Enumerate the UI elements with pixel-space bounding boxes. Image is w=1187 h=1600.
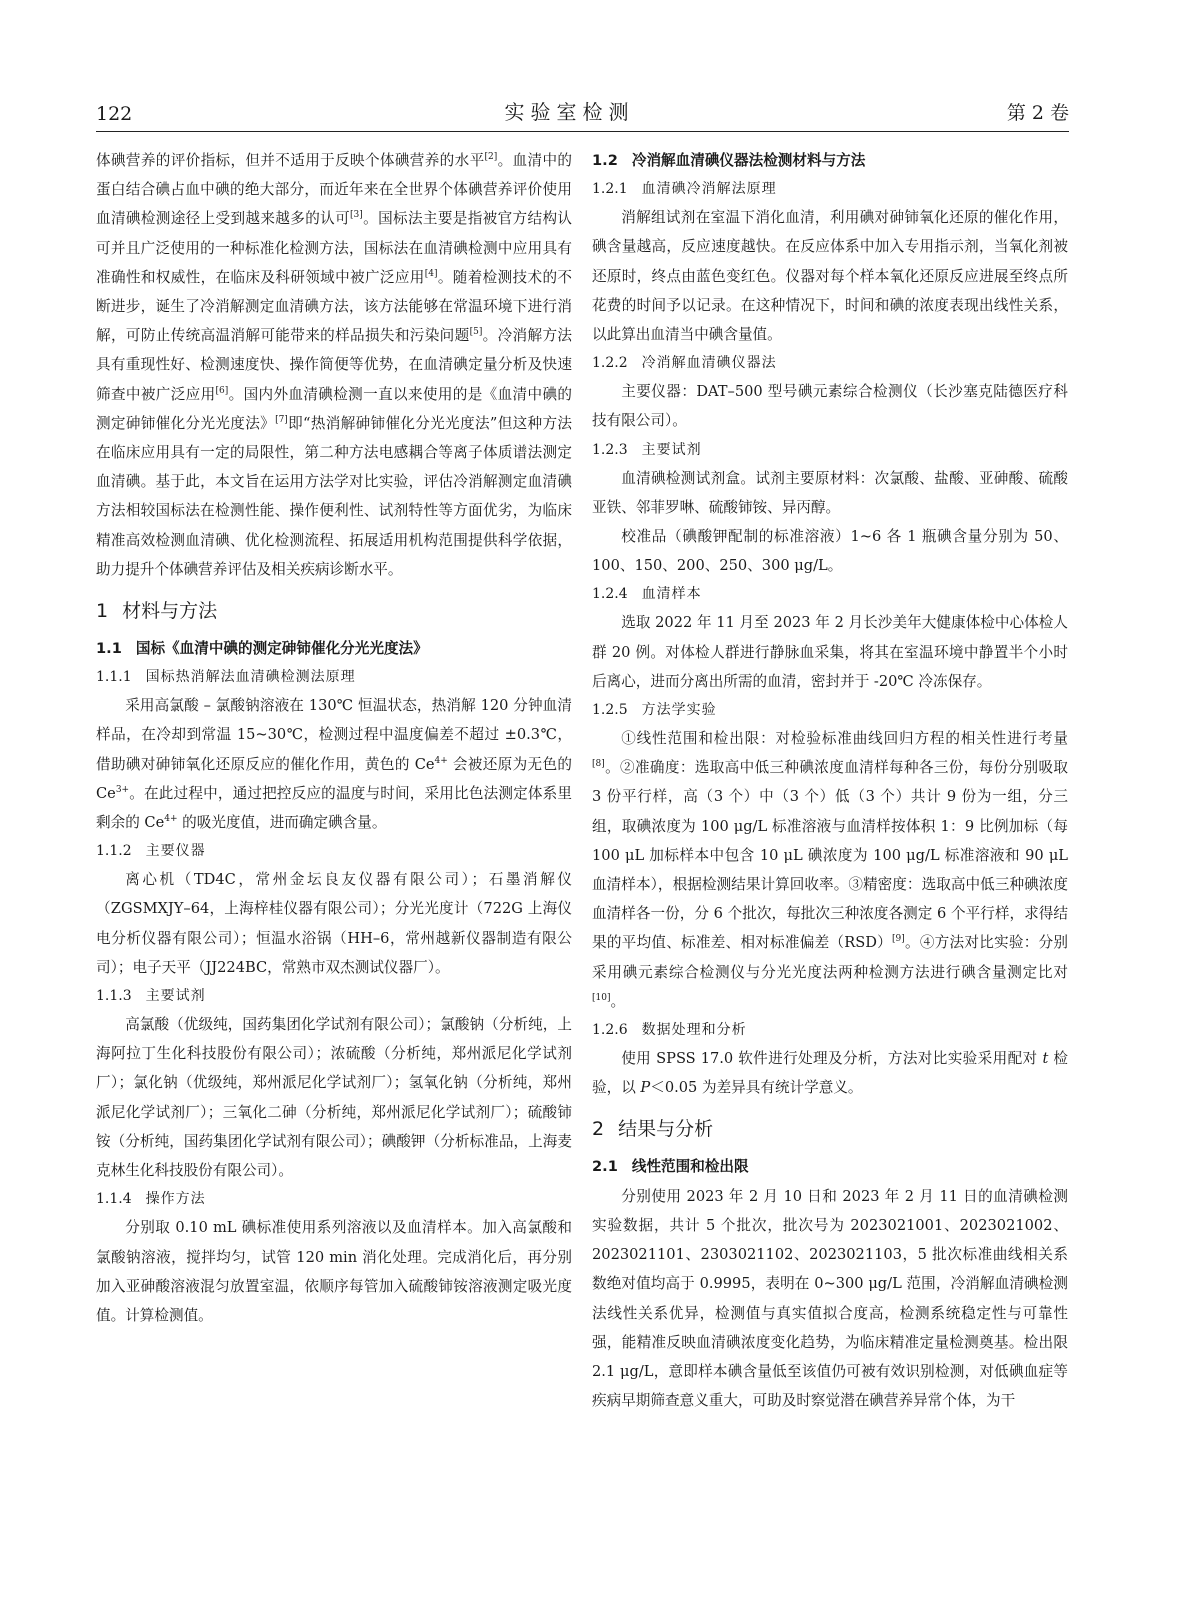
intro-paragraph: 体碘营养的评价指标，但并不适用于反映个体碘营养的水平[2]。血清中的蛋白结合碘占血中碘的绝大部分，而近年来在全世界个体碘营养评价使用血清碘检测途径上受到越来越多的认可[3]。国标法主要是指被官方结构认可并且广泛使用的一种标准化检测方法，国标法在血清碘检测中应用具有准确性和权威性，在临床及科研领域中被广泛应用[4]。随着检测技术的不断进步，诞生了冷消解测定血清碘方法，该方法能够在常温环境下进行消解，可防止传统高温消解可能带来的样品损失和污染问题[5]。冷消解方法具有重现性好、检测速度快、操作简便等优势，在血清碘定量分析及快速筛查中被广泛应用[6]。国内外血清碘检测一直以来使用的是《血清中碘的测定砷铈催化分光光度法》[7]即“热消解砷铈催化分光光度法”但这种方法在临床应用具有一定的局限性，第二种方法电感耦合等离子体质谱法测定血清碘。基于此，本文旨在运用方法学对比实验，评估冷消解测定血清碘方法相较国标法在检测性能、操作便利性、试剂特性等方面优劣，为临床精准高效检测血清碘、优化检测流程、拓展适用机构范围提供科学依据，助力提升个体碘营养评估及相关疾病诊断水平。 <box>96 152 572 578</box>
principle-paragraph: 采用高氯酸 – 氯酸钠溶液在 130℃ 恒温状态，热消解 120 分钟血清样品，在冷却到常温 15~30℃，检测过程中温度偏差不超过 ±0.3℃，借助碘对砷铈氧化还原反应的催化作用，黄色的 $Ce^{4+}$ 会被还原为无色的 $Ce^{3+}$。在此过程中，通过把控反应的温度与时间，采用比色法测定体系里剩余的 $Ce^{4+}$ 的吸光度值，进而确定碘含量。 <box>96 697 572 832</box>
section-heading-1-2-2: 1.2.2 冷消解血清碘仪器法 <box>592 355 777 372</box>
statistics-paragraph: 使用 SPSS 17.0 软件进行处理及分析，方法对比实验采用配对 t 检验，以 P＜0.05 为差异具有统计学意义。 <box>592 1050 1069 1097</box>
section-heading-1-1: 1.1 国标《血清中碘的测定砷铈催化分光光度法》 <box>96 640 428 658</box>
section-heading-1-1-1: 1.1.1 国标热消解法血清碘检测法原理 <box>96 669 356 686</box>
volume-label: 第 2 卷 <box>1006 102 1069 124</box>
section-heading-1: 1 材料与方法 <box>96 600 218 623</box>
reagents-paragraph: 高氯酸（优级纯，国药集团化学试剂有限公司）；氯酸钠（分析纯，上海阿拉丁生化科技股份有限公司）；浓硫酸（分析纯，郑州派尼化学试剂厂）；氯化钠（优级纯，郑州派尼化学试剂厂）；氢氧化钠（分析纯，郑州派尼化学试剂厂）；三氧化二砷（分析纯，郑州派尼化学试剂厂）；硫酸铈铵（分析纯，国药集团化学试剂有限公司）；碘酸钾（分析标准品，上海麦克林生化科技股份有限公司）。 <box>96 1016 572 1180</box>
section-heading-2-1: 2.1 线性范围和检出限 <box>592 1158 749 1176</box>
section-heading-1-1-3: 1.1.3 主要试剂 <box>96 988 206 1005</box>
section-heading-1-1-2: 1.1.2 主要仪器 <box>96 843 206 860</box>
kit-paragraph: 血清碘检测试剂盒。试剂主要原材料：次氯酸、盐酸、亚砷酸、硫酸亚铁、邻菲罗啉、硫酸铈铵、异丙醇。 <box>592 469 1068 516</box>
section-heading-1-2-5: 1.2.5 方法学实验 <box>592 702 717 719</box>
cold-instrument-paragraph: 主要仪器：DAT–500 型号碘元素综合检测仪（长沙塞克陆德医疗科技有限公司）。 <box>592 383 1068 430</box>
cold-digestion-principle-paragraph: 消解组试剂在室温下消化血清，利用碘对砷铈氧化还原的催化作用，碘含量越高，反应速度越快。在反应体系中加入专用指示剂，当氧化剂被还原时，终点由蓝色变红色。仪器对每个样本氧化还原反应进展至终点所花费的时间予以记录。在这种情况下，时间和碘的浓度表现出线性关系，以此算出血清当中碘含量值。 <box>592 209 1068 344</box>
section-heading-1-2-6: 1.2.6 数据处理和分析 <box>592 1022 747 1039</box>
section-heading-1-2: 1.2 冷消解血清碘仪器法检测材料与方法 <box>592 152 866 169</box>
procedure-paragraph: 分别取 0.10 mL 碘标准使用系列溶液以及血清样本。加入高氯酸和氯酸钠溶液，搅拌均匀，试管 120 min 消化处理。完成消化后，再分别加入亚砷酸溶液混匀放置室温，依顺序每管加入硫酸铈铵溶液测定吸光度值。计算检测值。 <box>96 1219 572 1324</box>
linearity-paragraph: 分别使用 2023 年 2 月 10 日和 2023 年 2 月 11 日的血清碘检测实验数据，共计 5 个批次，批次号为 2023021001、2023021002、2023021101、2303021102、2023021103，5 批次标准曲线相关系数绝对值均高于 0.9995，表明在 0~300 μg/L 范围，冷消解血清碘检测法线性关系优异，检测值与真实值拟合度高，检测系统稳定性与可靠性强，能精准反映血清碘浓度变化趋势，为临床精准定量检测奠基。检出限 2.1 μg/L，意即样本碘含量低至该值仍可被有效识别检测，对低碘血症等疾病早期筛查意义重大，可助及时察觉潜在碘营养异常个体，为干 <box>592 1187 1068 1410</box>
journal-title: 实验室检测 <box>504 100 635 124</box>
calibrator-paragraph: 校准品（碘酸钾配制的标准溶液）1~6 各 1 瓶碘含量分别为 50、100、150、200、250、300 μg/L。 <box>592 528 1068 575</box>
samples-paragraph: 选取 2022 年 11 月至 2023 年 2 月长沙美年大健康体检中心体检人群 20 例。对体检人群进行静脉血采集，将其在室温环境中静置半个小时后离心，进而分离出所需的血清，密封并于 -20℃ 冷冻保存。 <box>592 614 1068 690</box>
left-column <box>96 146 572 1330</box>
section-heading-1-1-4: 1.1.4 操作方法 <box>96 1191 206 1208</box>
section-heading-1-2-1: 1.2.1 血清碘冷消解法原理 <box>592 181 777 198</box>
methodology-paragraph: ①线性范围和检出限：对检验标准曲线回归方程的相关性进行考量[8]。②准确度：选取高中低三种碘浓度血清样每种各三份，每份分别吸取 3 份平行样，高（3 个）中（3 个）低（3 个）共计 9 份为一组，分三组，取碘浓度为 100 μg/L 标准溶液与血清样按体积 1：9 比例加标（每 100 μL 加标样本中包含 10 μL 碘浓度为 100 μg/L 标准溶液和 90 μL 血清样本），根据检测结果计算回收率。③精密度：选取高中低三种碘浓度血清样各一份，分 6 个批次，每批次三种浓度各测定 6 个平行样，求得结果的平均值、标准差、相对标准偏差（RSD）[9]。④方法对比实验：分别采用碘元素综合检测仪与分光光度法两种检测方法进行碘含量测定比对[10]。 <box>592 730 1068 1010</box>
section-heading-1-2-3: 1.2.3 主要试剂 <box>592 441 702 458</box>
instruments-paragraph: 离心机（TD4C，常州金坛良友仪器有限公司）；石墨消解仪（ZGSMXJY–64，上海梓桂仪器有限公司）；分光光度计（722G 上海仪电分析仪器有限公司）；恒温水浴锅（HH–6，常州越新仪器制造有限公司）；电子天平（JJ224BC，常熟市双杰测试仪器厂）。 <box>96 871 572 976</box>
right-column <box>592 146 1068 1415</box>
section-heading-1-2-4: 1.2.4 血清样本 <box>592 586 702 603</box>
page-number: 122 <box>96 103 133 125</box>
page-header <box>96 96 1069 132</box>
section-heading-2: 2 结果与分析 <box>592 1118 714 1141</box>
